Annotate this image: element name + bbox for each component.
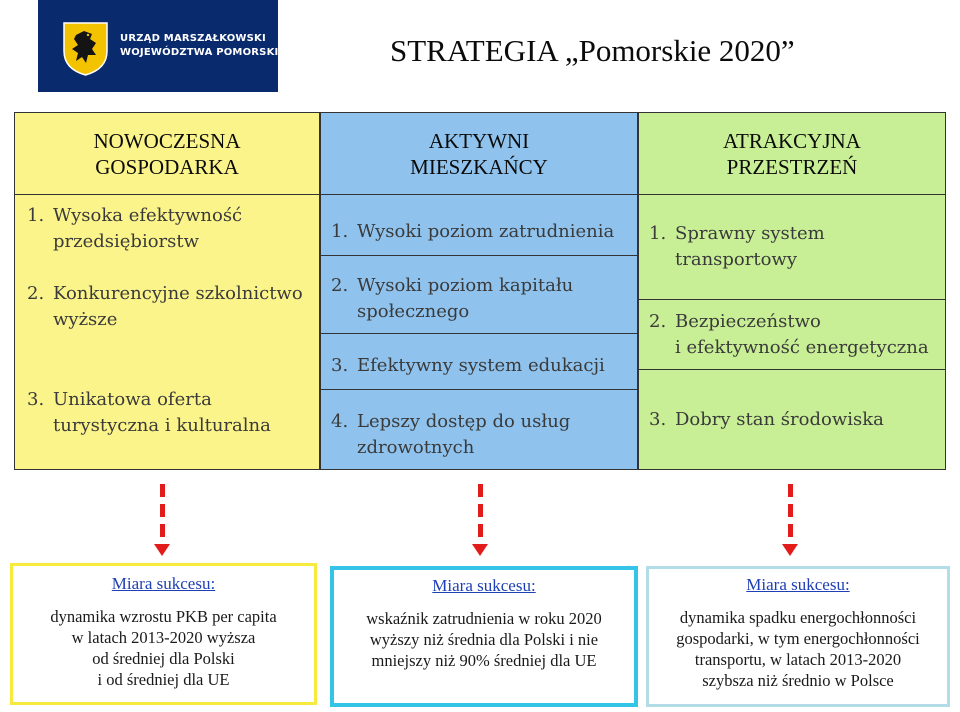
pillar-heading-line1: ATRAKCYJNA bbox=[723, 129, 861, 153]
pillar-attractive-space bbox=[638, 112, 946, 470]
item-text: Lepszy dostęp do usług bbox=[357, 411, 571, 432]
divider bbox=[639, 369, 945, 370]
logo-text-line1: URZĄD MARSZAŁKOWSKI bbox=[120, 33, 266, 44]
item-text: Unikatowa oferta bbox=[53, 389, 212, 410]
dashed-arrow-line bbox=[478, 484, 483, 544]
coat-of-arms-icon bbox=[62, 21, 109, 76]
pillar-item bbox=[27, 203, 317, 255]
measure-line: dynamika wzrostu PKB per capita bbox=[50, 607, 277, 626]
measure-title: Miara sukcesu: bbox=[746, 575, 850, 594]
success-measure-box bbox=[10, 563, 317, 705]
measure-title: Miara sukcesu: bbox=[432, 576, 536, 595]
pillar-heading-line1: NOWOCZESNA bbox=[93, 129, 241, 153]
divider bbox=[321, 333, 637, 334]
item-number: 1. bbox=[649, 223, 667, 244]
measure-line: dynamika spadku energochłonności bbox=[679, 608, 917, 627]
pillar-heading-line1: AKTYWNI bbox=[428, 129, 530, 153]
item-number: 3. bbox=[27, 389, 45, 410]
item-number: 1. bbox=[331, 221, 349, 242]
item-text: Bezpieczeństwo bbox=[675, 311, 821, 332]
pillar-item bbox=[27, 281, 317, 333]
item-number: 2. bbox=[27, 283, 45, 304]
measure-line: transportu, w latach 2013-2020 bbox=[694, 650, 902, 669]
measure-line: gospodarki, w tym energochłonności bbox=[676, 629, 920, 648]
pillar-item bbox=[331, 353, 635, 379]
measure-line: szybsza niż średnio w Polsce bbox=[702, 671, 894, 690]
item-text-cont: i efektywność energetyczna bbox=[675, 337, 929, 358]
measure-title: Miara sukcesu: bbox=[111, 574, 216, 593]
item-number: 3. bbox=[649, 409, 667, 430]
arrow-head-icon bbox=[472, 544, 488, 556]
item-text-cont: przedsiębiorstw bbox=[53, 231, 200, 252]
item-number: 2. bbox=[649, 311, 667, 332]
measure-line: wyższy niż średnia dla Polski i nie bbox=[369, 630, 599, 649]
measure-line: w latach 2013-2020 wyższa bbox=[71, 628, 256, 647]
pillar-item bbox=[649, 407, 945, 433]
item-text: Efektywny system edukacji bbox=[357, 355, 605, 376]
pillar-active-residents bbox=[320, 112, 638, 470]
item-text: Dobry stan środowiska bbox=[675, 409, 884, 430]
item-number: 1. bbox=[27, 205, 45, 226]
item-text: Konkurencyjne szkolnictwo bbox=[53, 283, 303, 304]
arrow-head-icon bbox=[154, 544, 170, 556]
measure-line: mniejszy niż 90% średniej dla UE bbox=[371, 651, 597, 670]
pillar-header bbox=[15, 113, 319, 195]
pillar-item bbox=[649, 309, 945, 361]
divider bbox=[321, 389, 637, 390]
pillar-item bbox=[649, 221, 945, 273]
pillar-heading-line2: PRZESTRZEŃ bbox=[726, 155, 858, 179]
dashed-arrow-line bbox=[788, 484, 793, 544]
dashed-arrow-line bbox=[160, 484, 165, 544]
item-text-cont: społecznego bbox=[357, 301, 470, 322]
pillar-heading-line2: MIESZKAŃCY bbox=[410, 155, 548, 179]
measure-line: od średniej dla Polski bbox=[92, 649, 235, 668]
item-text-cont: turystyczna i kulturalna bbox=[53, 415, 271, 436]
success-measure-box bbox=[330, 566, 638, 707]
pillar-heading-line2: GOSPODARKA bbox=[95, 155, 239, 179]
item-number: 4. bbox=[331, 411, 349, 432]
item-text-cont: wyższe bbox=[53, 309, 118, 330]
item-text: Wysoki poziom zatrudnienia bbox=[357, 221, 615, 242]
item-text-cont: transportowy bbox=[675, 249, 798, 270]
measure-text bbox=[334, 608, 634, 671]
pillar-header bbox=[321, 113, 637, 195]
measure-text bbox=[649, 607, 947, 691]
logo-text-line2: WOJEWÓDZTWA POMORSKIEGO bbox=[120, 47, 303, 58]
pillar-item bbox=[331, 219, 635, 245]
item-text: Sprawny system bbox=[675, 223, 825, 244]
item-number: 3. bbox=[331, 355, 349, 376]
pillar-modern-economy bbox=[14, 112, 320, 470]
arrow-head-icon bbox=[782, 544, 798, 556]
divider bbox=[321, 255, 637, 256]
item-text-cont: zdrowotnych bbox=[357, 437, 475, 458]
logo-bar bbox=[38, 0, 303, 92]
item-number: 2. bbox=[331, 275, 349, 296]
page-title: STRATEGIA „Pomorskie 2020” bbox=[390, 33, 795, 68]
pillar-header bbox=[639, 113, 945, 195]
pillar-item bbox=[331, 409, 635, 461]
measure-line: wskaźnik zatrudnienia w roku 2020 bbox=[366, 609, 602, 628]
divider bbox=[639, 299, 945, 300]
item-text: Wysoka efektywność bbox=[53, 205, 243, 226]
success-measure-box bbox=[646, 566, 950, 707]
pillar-item bbox=[331, 273, 635, 325]
measure-text bbox=[13, 606, 314, 690]
measure-line: i od średniej dla UE bbox=[97, 670, 230, 689]
item-text: Wysoki poziom kapitału bbox=[357, 275, 574, 296]
pillar-item bbox=[27, 387, 317, 439]
